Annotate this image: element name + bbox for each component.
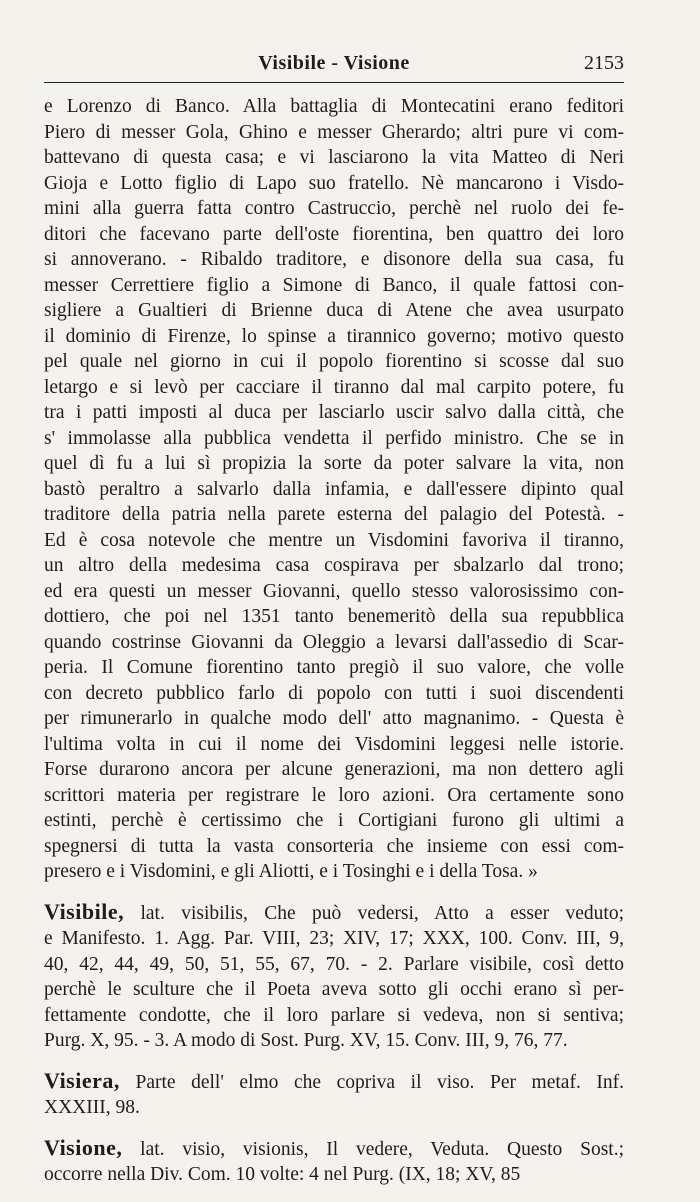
text-line: XXXIII, 98. [44, 1097, 140, 1118]
text-line: Piero di messer Gola, Ghino e messer Gherardo; altri pure vi com- [44, 121, 624, 143]
text-line: con decreto pubblico farlo di popolo con tutti i suoi discendenti [44, 682, 624, 704]
text-line: estinti, perchè è certissimo che i Cortigiani furono gli ultimi a [44, 810, 624, 831]
continuation-paragraph [44, 94, 624, 885]
text-line: scrittori materia per registrare le loro azioni. Ora certamente sono [44, 784, 624, 806]
text-line: mini alla guerra fatta contro Castruccio, perchè nel ruolo dei fe- [44, 198, 624, 219]
text-line: per rimunerarlo in qualche modo dell' atto magnanimo. - Questa è [44, 708, 624, 729]
running-header [44, 52, 624, 78]
text-line: quando costrinse Giovanni da Oleggio a levarsi dall'assedio di Scar- [44, 631, 624, 653]
text-line: e Lorenzo di Banco. Alla battaglia di Montecatini erano feditori [44, 96, 624, 117]
text-line: l'ultima volta in cui il nome dei Visdomini leggesi nelle istorie. [44, 733, 624, 755]
text-line: bastò peraltro a salvarlo dalla infamia, e dall'essere dipinto qual [44, 478, 624, 500]
text-line: messer Cerrettiere figlio a Simone di Banco, il quale fattosi con- [44, 274, 624, 296]
text-line: s' immolasse alla pubblica vendetta il perfido ministro. Che se in [44, 427, 624, 449]
header-rule [44, 82, 624, 83]
entry-visiera [44, 1068, 624, 1121]
text-line: ed era questi un messer Giovanni, quello stesso valorosissimo con- [44, 580, 624, 602]
text-line: battevano di questa casa; e vi lasciarono la vita Matteo di Neri [44, 147, 624, 168]
text-line: letargo e si levò per cacciare il tiranno dal mal carpito potere, fu [44, 376, 624, 398]
text-line: pel quale nel giorno in cui il popolo fiorentino si scosse dal suo [44, 351, 624, 372]
text-line: spegnersi di tutta la vasta consorteria che insieme con essi com- [44, 835, 624, 857]
text-line: sigliere a Gualtieri di Brienne duca di Atene che avea usurpato [44, 300, 624, 321]
text-line: presero e i Visdomini, e gli Aliotti, e i Tosinghi e i della Tosa. » [44, 861, 538, 882]
text-line: quel dì fu a lui sì propizia la sorte da poter salvare la vita, non [44, 453, 624, 474]
text-line: il dominio di Firenze, lo spinse a tirannico governo; motivo questo [44, 325, 624, 347]
entry-visibile [44, 899, 624, 1054]
entry-headword: Visiera, [44, 1067, 120, 1093]
text-line: occorre nella Div. Com. 10 volte: 4 nel Purg. (IX, 18; XV, 85 [44, 1164, 521, 1185]
text-line [44, 1068, 624, 1096]
page-number: 2153 [584, 52, 624, 74]
text-line: e Manifesto. 1. Agg. Par. VIII, 23; XIV, 17; XXX, 100. Conv. III, 9, [44, 928, 624, 949]
text-line-content: lat. visibilis, Che può vedersi, Atto a esser veduto; [140, 902, 624, 924]
text-line-content: lat. visio, visionis, Il vedere, Veduta. Questo Sost.; [140, 1138, 624, 1160]
text-line: tra i patti imposti al duca per lasciarlo uscir salvo dalla città, che [44, 402, 624, 423]
text-line: fettamente condotte, che il loro parlare si vedeva, non si sentiva; [44, 1004, 624, 1026]
text-line-content: Parte dell' elmo che copriva il viso. Per metaf. Inf. [135, 1071, 625, 1093]
text-line: dottiero, che poi nel 1351 tanto benemeritò della sua repubblica [44, 606, 624, 627]
text-line: peria. Il Comune fiorentino tanto pregiò il suo valore, che volle [44, 657, 624, 678]
text-line [44, 1135, 624, 1163]
text-line: Purg. X, 95. - 3. A modo di Sost. Purg. XV, 15. Conv. III, 9, 76, 77. [44, 1030, 568, 1051]
text-line: Forse durarono ancora per alcune generazioni, ma non dettero agli [44, 759, 624, 780]
text-line: si annoverano. - Ribaldo traditore, e disonore della sua casa, fu [44, 249, 624, 270]
entry-visione [44, 1135, 624, 1188]
header-title: Visibile - Visione [258, 52, 410, 74]
entry-headword: Visione, [44, 1134, 123, 1160]
text-line: perchè le sculture che il Poeta aveva sotto gli occhi erano sì per- [44, 979, 624, 1000]
text-line [44, 899, 624, 927]
text-line: 40, 42, 44, 49, 50, 51, 55, 67, 70. - 2. Parlare visibile, così detto [44, 953, 624, 975]
text-line: ditori che facevano parte dell'oste fiorentina, ben quattro dei loro [44, 223, 624, 245]
text-line: un altro della medesima casa cospirava per sbalzarlo dal trono; [44, 555, 624, 576]
page-body [44, 94, 624, 1202]
text-line: Ed è cosa notevole che mentre un Visdomini favoriva il tiranno, [44, 529, 624, 551]
text-line: traditore della patria nella parete esterna del palagio del Potestà. - [44, 504, 624, 525]
text-line: Gioja e Lotto figlio di Lapo suo fratello. Nè mancarono i Visdo- [44, 172, 624, 194]
entry-headword: Visibile, [44, 898, 125, 924]
